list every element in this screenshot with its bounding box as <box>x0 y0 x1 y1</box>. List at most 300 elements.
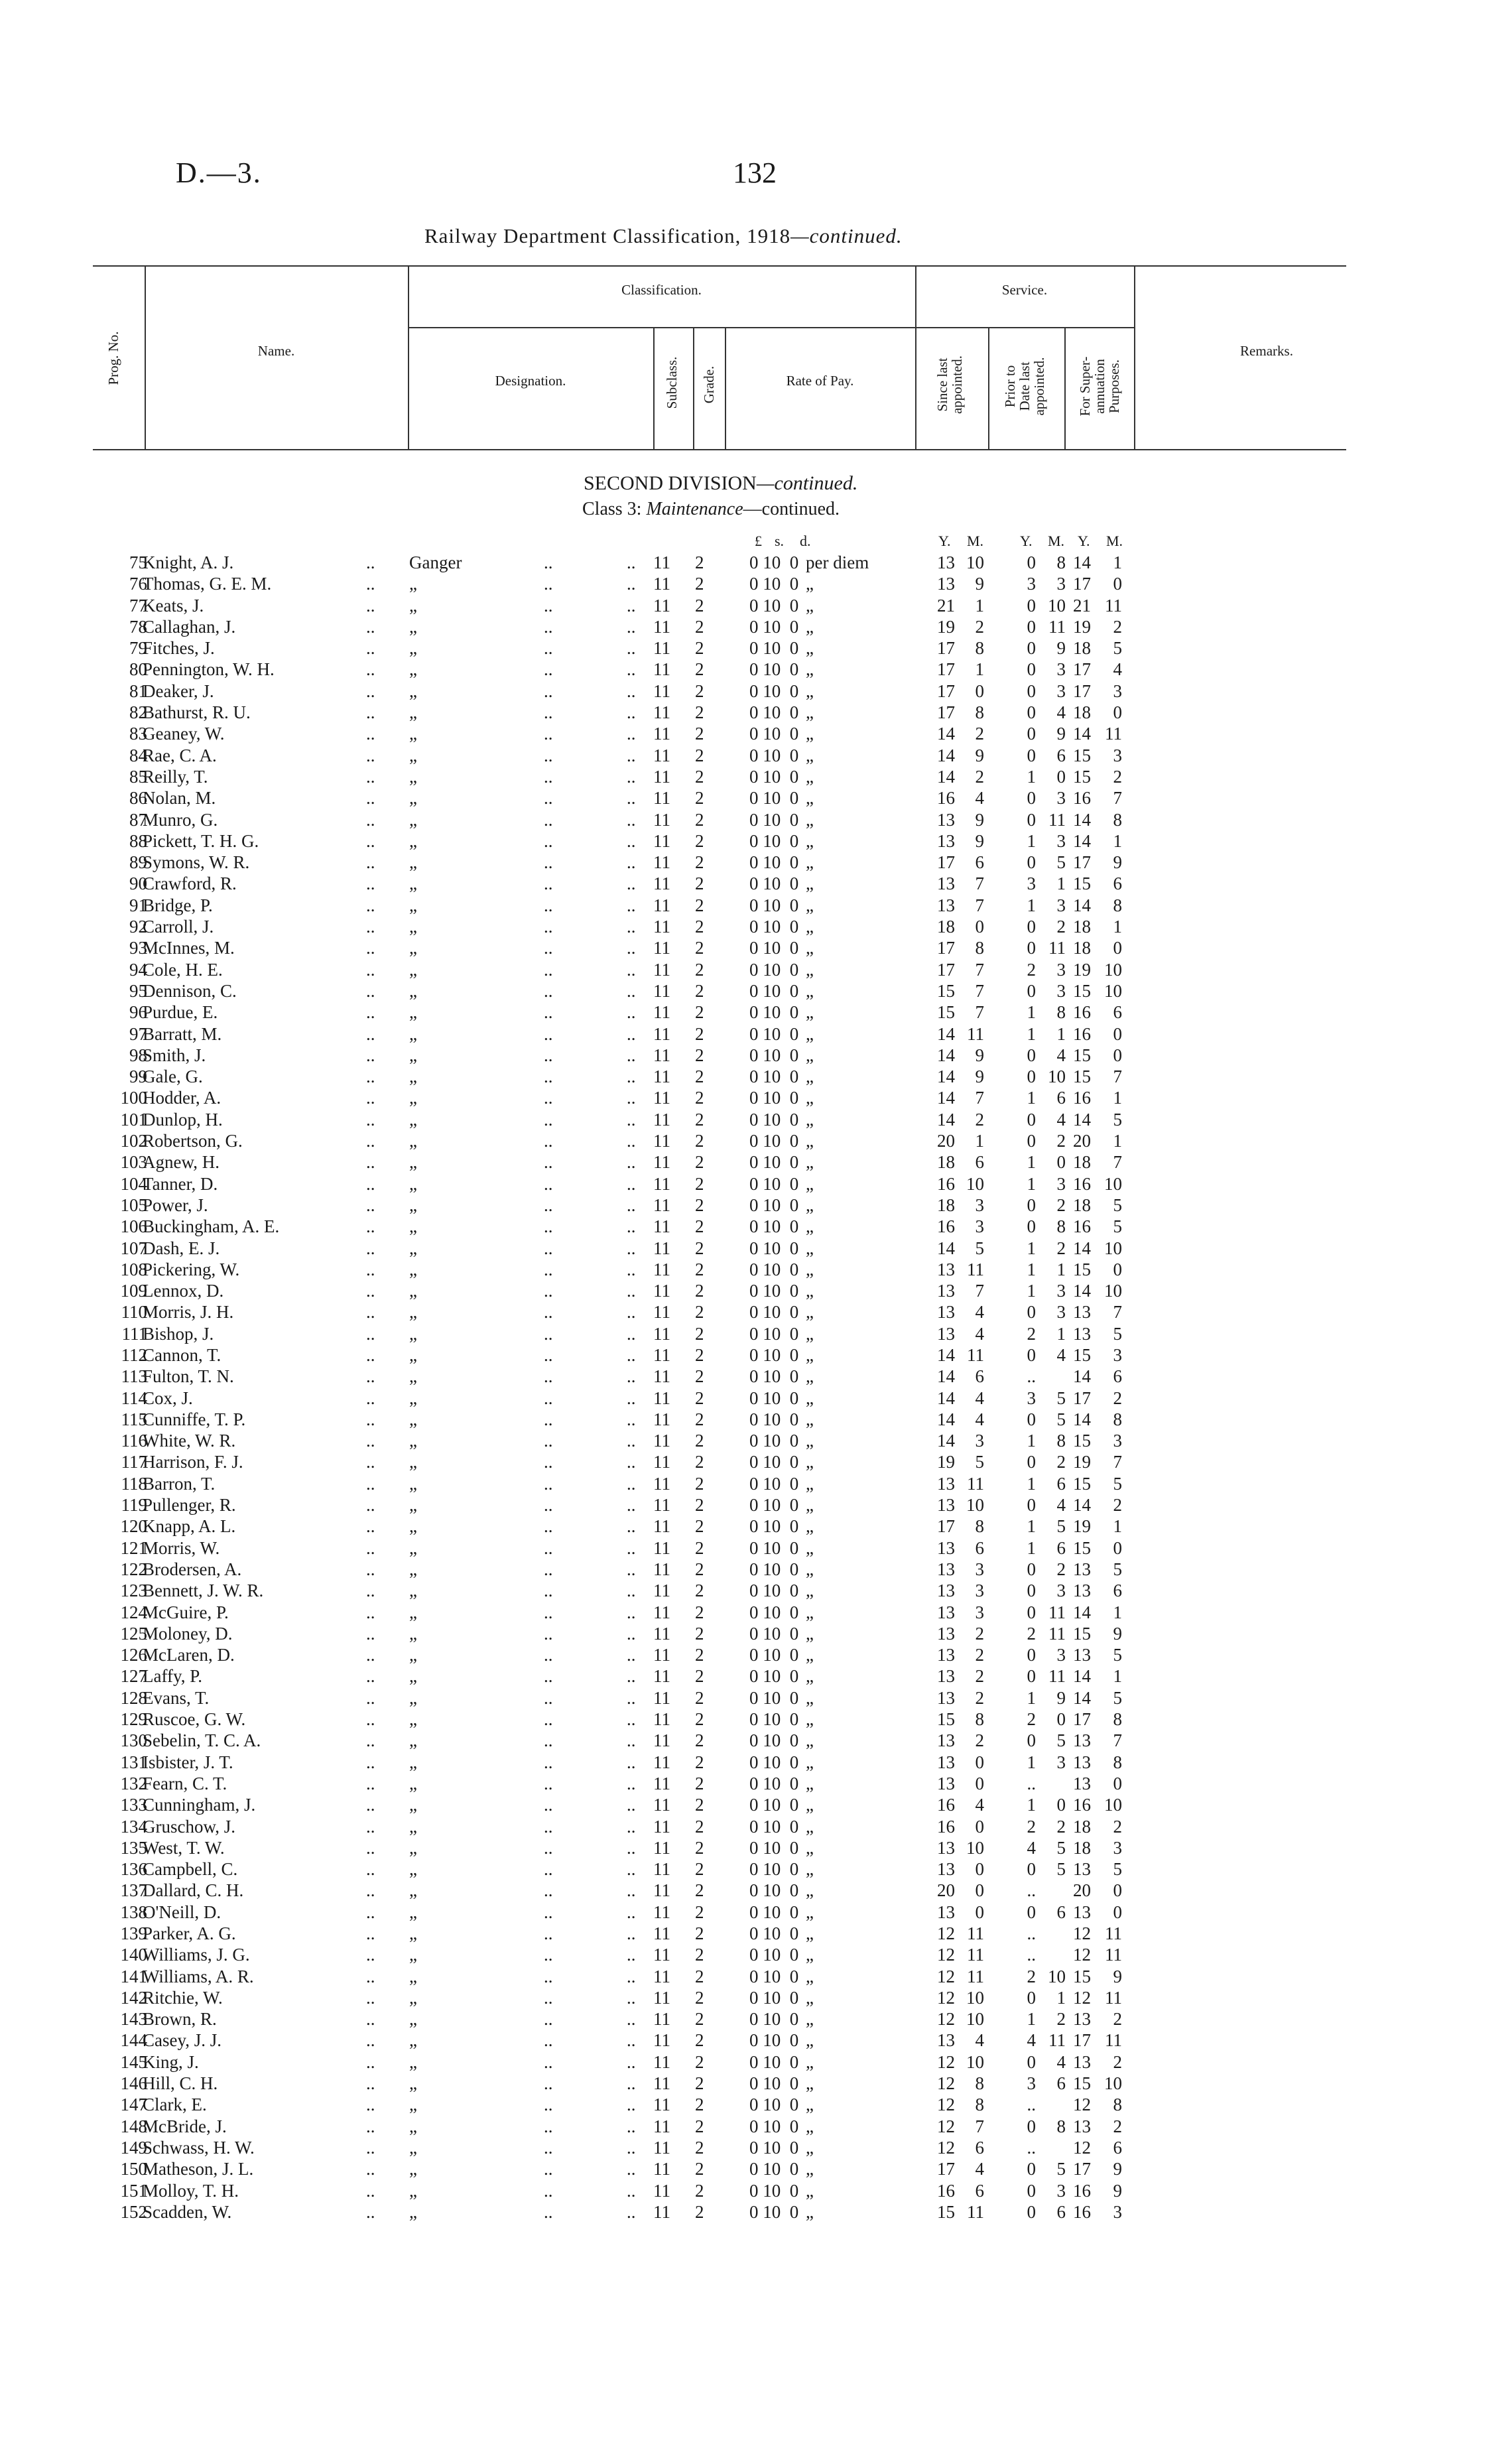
subclass-cell: 11 <box>653 1623 670 1644</box>
subclass-cell: 11 <box>653 1687 670 1708</box>
super-years-cell: 16 <box>1073 788 1091 809</box>
prior-months-cell: 3 <box>1056 1581 1066 1601</box>
super-months-cell: 1 <box>1113 1516 1122 1537</box>
grade-cell: 2 <box>695 1388 704 1408</box>
prior-years-cell: .. <box>1027 2095 1036 2115</box>
table-row <box>0 2094 1512 2115</box>
prior-months-cell: 6 <box>1056 2201 1066 2222</box>
since-years-cell: 16 <box>937 788 955 809</box>
name-cell: Sebelin, T. C. A. <box>143 1730 261 1751</box>
leader-dots: .. <box>544 1987 553 2008</box>
rate-of-pay-cell: 0 10 0 <box>749 1473 799 1494</box>
since-years-cell: 13 <box>937 1259 955 1279</box>
super-months-cell: 9 <box>1113 1966 1122 1986</box>
pay-period-cell: „ <box>806 809 814 830</box>
rate-of-pay-cell: 0 10 0 <box>749 702 799 723</box>
since-months-cell: 9 <box>975 830 984 851</box>
rate-of-pay-cell: 0 10 0 <box>749 2009 799 2030</box>
leader-dots: .. <box>544 809 553 830</box>
name-cell: Cunningham, J. <box>143 1795 256 1815</box>
subclass-cell: 11 <box>653 659 670 680</box>
since-months-cell: 0 <box>975 1880 984 1901</box>
header-divider <box>988 327 989 449</box>
super-months-cell: 6 <box>1113 1366 1122 1387</box>
prior-years-cell: 1 <box>1027 1281 1036 1301</box>
rate-of-pay-cell: 0 10 0 <box>749 1880 799 1901</box>
prior-years-cell: 0 <box>1027 745 1036 765</box>
subclass-cell: 11 <box>653 1045 670 1065</box>
since-months-cell: 11 <box>967 1023 984 1044</box>
header-classification: Classification. <box>621 282 702 298</box>
subclass-cell: 11 <box>653 2116 670 2136</box>
leader-dots: .. <box>366 1602 375 1622</box>
leader-dots: .. <box>544 1388 553 1408</box>
prior-months-cell: 11 <box>1048 938 1066 958</box>
super-years-cell: 13 <box>1073 1730 1091 1751</box>
designation-cell: „ <box>409 2137 417 2158</box>
leader-dots: .. <box>366 680 375 701</box>
prior-years-cell: 0 <box>1027 1067 1036 1087</box>
super-years-cell: 13 <box>1073 1581 1091 1601</box>
super-months-cell: 0 <box>1113 1023 1122 1044</box>
super-years-cell: 14 <box>1073 1109 1091 1130</box>
leader-dots: .. <box>627 1880 636 1901</box>
leader-dots: .. <box>366 1238 375 1258</box>
table-row <box>0 1130 1512 1151</box>
leader-dots: .. <box>544 1559 553 1579</box>
leader-dots: .. <box>627 938 636 958</box>
leader-dots: .. <box>366 616 375 637</box>
leader-dots: .. <box>627 2030 636 2051</box>
table-row <box>0 1687 1512 1709</box>
name-cell: Williams, J. G. <box>143 1945 250 1965</box>
since-years-cell: 13 <box>937 830 955 851</box>
rate-of-pay-cell: 0 10 0 <box>749 680 799 701</box>
leader-dots: .. <box>627 1109 636 1130</box>
name-cell: Brodersen, A. <box>143 1559 242 1579</box>
grade-cell: 2 <box>695 1067 704 1087</box>
grade-cell: 2 <box>695 809 704 830</box>
leader-dots: .. <box>366 1730 375 1751</box>
prog-no-cell: 147 <box>120 2095 147 2115</box>
rate-of-pay-cell: 0 10 0 <box>749 895 799 915</box>
leader-dots: .. <box>544 1023 553 1044</box>
pay-period-cell: „ <box>806 1645 814 1665</box>
prior-months-cell: 8 <box>1056 1002 1066 1023</box>
name-cell: Williams, A. R. <box>143 1966 254 1986</box>
since-years-cell: 20 <box>937 1131 955 1151</box>
prior-years-cell: 0 <box>1027 1987 1036 2008</box>
leader-dots: .. <box>544 1623 553 1644</box>
since-years-cell: 13 <box>937 1281 955 1301</box>
rate-of-pay-cell: 0 10 0 <box>749 1002 799 1023</box>
grade-cell: 2 <box>695 1023 704 1044</box>
prior-months-cell: 8 <box>1056 552 1066 572</box>
grade-cell: 2 <box>695 1431 704 1451</box>
super-months-cell: 1 <box>1113 1602 1122 1622</box>
leader-dots: .. <box>366 638 375 659</box>
leader-dots: .. <box>544 1323 553 1344</box>
since-years-cell: 14 <box>937 1045 955 1065</box>
prior-months-cell: 3 <box>1056 1173 1066 1194</box>
since-years-cell: 14 <box>937 1409 955 1429</box>
leader-dots: .. <box>627 959 636 980</box>
subclass-cell: 11 <box>653 1344 670 1365</box>
pay-period-cell: „ <box>806 980 814 1001</box>
table-row <box>0 766 1512 787</box>
leader-dots: .. <box>544 1495 553 1516</box>
grade-cell: 2 <box>695 938 704 958</box>
since-months-cell: 0 <box>975 1902 984 1922</box>
table-row <box>0 2116 1512 2137</box>
prog-no-cell: 133 <box>120 1795 147 1815</box>
since-years-cell: 13 <box>937 1495 955 1516</box>
pay-period-cell: „ <box>806 2030 814 2051</box>
grade-cell: 2 <box>695 1045 704 1065</box>
since-months-cell: 10 <box>966 1987 984 2008</box>
since-months-cell: 6 <box>975 852 984 873</box>
pay-period-cell: „ <box>806 638 814 659</box>
super-years-cell: 15 <box>1073 1966 1091 1986</box>
leader-dots: .. <box>366 1088 375 1108</box>
super-years-cell: 17 <box>1073 2030 1091 2051</box>
designation-cell: „ <box>409 724 417 744</box>
leader-dots: .. <box>544 2201 553 2222</box>
table-row <box>0 2158 1512 2179</box>
name-cell: McInnes, M. <box>143 938 235 958</box>
super-years-cell: 16 <box>1073 2180 1091 2201</box>
subclass-cell: 11 <box>653 2180 670 2201</box>
prior-months-cell: 0 <box>1056 1709 1066 1730</box>
rate-of-pay-cell: 0 10 0 <box>749 1045 799 1065</box>
name-cell: Munro, G. <box>143 809 218 830</box>
header-rate-of-pay: Rate of Pay. <box>786 373 854 389</box>
super-years-cell: 15 <box>1073 766 1091 787</box>
leader-dots: .. <box>544 938 553 958</box>
super-years-cell: 13 <box>1073 2051 1091 2072</box>
name-cell: Robertson, G. <box>143 1131 243 1151</box>
prog-no-cell: 84 <box>129 745 147 765</box>
since-months-cell: 6 <box>975 1152 984 1173</box>
leader-dots: .. <box>544 1067 553 1087</box>
header-grade: Grade. <box>701 365 717 404</box>
subclass-cell: 11 <box>653 959 670 980</box>
since-months-cell: 8 <box>975 1516 984 1537</box>
leader-dots: .. <box>544 1195 553 1215</box>
pay-period-cell: „ <box>806 1302 814 1323</box>
super-years-cell: 15 <box>1073 1344 1091 1365</box>
super-months-cell: 5 <box>1113 638 1122 659</box>
super-years-cell: 17 <box>1073 659 1091 680</box>
grade-cell: 2 <box>695 1902 704 1922</box>
name-cell: Moloney, D. <box>143 1623 233 1644</box>
designation-cell: „ <box>409 1238 417 1258</box>
since-years-cell: 13 <box>937 895 955 915</box>
leader-dots: .. <box>627 1495 636 1516</box>
leader-dots: .. <box>627 1259 636 1279</box>
leader-dots: .. <box>366 1302 375 1323</box>
since-years-cell: 15 <box>937 1002 955 1023</box>
grade-cell: 2 <box>695 874 704 894</box>
leader-dots: .. <box>544 1666 553 1687</box>
since-years-cell: 16 <box>937 1816 955 1837</box>
table-row <box>0 1430 1512 1451</box>
super-years-cell: 16 <box>1073 1023 1091 1044</box>
leader-dots: .. <box>544 1602 553 1622</box>
grade-cell: 2 <box>695 852 704 873</box>
table-row <box>0 1816 1512 1837</box>
prior-years-cell: 0 <box>1027 1859 1036 1880</box>
super-months-cell: 0 <box>1113 1773 1122 1793</box>
super-years-cell: 14 <box>1073 830 1091 851</box>
since-months-cell: 0 <box>975 1859 984 1880</box>
table-row <box>0 1516 1512 1537</box>
prior-years-cell: 1 <box>1027 1431 1036 1451</box>
since-years-cell: 13 <box>937 1623 955 1644</box>
prog-no-cell: 117 <box>121 1452 147 1472</box>
since-years-cell: 13 <box>937 574 955 594</box>
rate-of-pay-cell: 0 10 0 <box>749 1773 799 1793</box>
pay-period-cell: „ <box>806 1687 814 1708</box>
designation-cell: „ <box>409 1409 417 1429</box>
super-months-cell: 8 <box>1113 895 1122 915</box>
subclass-cell: 11 <box>653 1323 670 1344</box>
name-cell: McBride, J. <box>143 2116 227 2136</box>
super-years-cell: 18 <box>1073 938 1091 958</box>
table-row <box>0 1151 1512 1173</box>
table-row <box>0 595 1512 616</box>
pay-period-cell: „ <box>806 1709 814 1730</box>
subclass-cell: 11 <box>653 1752 670 1772</box>
super-years-cell: 13 <box>1073 2009 1091 2030</box>
table-row <box>0 573 1512 594</box>
name-cell: Fearn, C. T. <box>143 1773 227 1793</box>
since-years-cell: 14 <box>937 1238 955 1258</box>
prior-years-cell: 1 <box>1027 1687 1036 1708</box>
pay-period-cell: „ <box>806 1067 814 1087</box>
table-row <box>0 787 1512 809</box>
since-months-cell: 9 <box>975 745 984 765</box>
designation-cell: „ <box>409 680 417 701</box>
super-years-cell: 17 <box>1073 2159 1091 2179</box>
leader-dots: .. <box>366 1945 375 1965</box>
prior-months-cell: 3 <box>1056 1645 1066 1665</box>
super-months-cell: 2 <box>1113 1388 1122 1408</box>
table-row <box>0 1880 1512 1901</box>
designation-cell: „ <box>409 638 417 659</box>
super-months-cell: 10 <box>1104 1281 1122 1301</box>
super-months-cell: 11 <box>1105 1987 1122 2008</box>
leader-dots: .. <box>366 595 375 615</box>
prior-months-cell: 3 <box>1056 788 1066 809</box>
super-months-cell: 5 <box>1113 1109 1122 1130</box>
grade-cell: 2 <box>695 1152 704 1173</box>
leader-dots: .. <box>366 1837 375 1858</box>
subclass-cell: 11 <box>653 1238 670 1258</box>
super-months-cell: 0 <box>1113 1537 1122 1558</box>
super-months-cell: 5 <box>1113 1473 1122 1494</box>
prog-no-cell: 144 <box>120 2030 147 2051</box>
pay-period-cell: „ <box>806 874 814 894</box>
since-months-cell: 4 <box>975 1323 984 1344</box>
leader-dots: .. <box>627 1388 636 1408</box>
since-months-cell: 2 <box>975 1730 984 1751</box>
since-years-cell: 20 <box>937 1880 955 1901</box>
since-months-cell: 3 <box>975 1216 984 1237</box>
table-row <box>0 959 1512 980</box>
grade-cell: 2 <box>695 1923 704 1943</box>
name-cell: Rae, C. A. <box>143 745 217 765</box>
since-months-cell: 3 <box>975 1602 984 1622</box>
leader-dots: .. <box>366 1023 375 1044</box>
designation-cell: „ <box>409 1987 417 2008</box>
since-years-cell: 16 <box>937 1216 955 1237</box>
since-months-cell: 10 <box>966 1173 984 1194</box>
pay-period-cell: „ <box>806 616 814 637</box>
super-years-cell: 14 <box>1073 1366 1091 1387</box>
leader-dots: .. <box>366 788 375 809</box>
super-months-cell: 5 <box>1113 1645 1122 1665</box>
super-years-cell: 18 <box>1073 1152 1091 1173</box>
prior-months-cell: 4 <box>1056 1495 1066 1516</box>
pay-period-cell: „ <box>806 1837 814 1858</box>
since-months-cell: 5 <box>975 1238 984 1258</box>
rate-of-pay-cell: 0 10 0 <box>749 1945 799 1965</box>
prior-years-cell: 4 <box>1027 1837 1036 1858</box>
super-years-cell: 12 <box>1073 2137 1091 2158</box>
prior-months-cell: 2 <box>1056 1452 1066 1472</box>
pay-period-cell: „ <box>806 1023 814 1044</box>
super-months-cell: 7 <box>1113 1730 1122 1751</box>
prior-years-cell: 0 <box>1027 595 1036 615</box>
table-row <box>0 1752 1512 1773</box>
leader-dots: .. <box>544 1516 553 1537</box>
prog-no-cell: 135 <box>120 1837 147 1858</box>
subclass-cell: 11 <box>653 1366 670 1387</box>
super-months-cell: 7 <box>1113 1452 1122 1472</box>
pay-period-cell: „ <box>806 1816 814 1837</box>
prog-no-cell: 110 <box>121 1302 147 1323</box>
super-months-cell: 0 <box>1113 1045 1122 1065</box>
leader-dots: .. <box>366 659 375 680</box>
pay-period-cell: „ <box>806 852 814 873</box>
table-row <box>0 2180 1512 2201</box>
leader-dots: .. <box>366 2051 375 2072</box>
grade-cell: 2 <box>695 552 704 572</box>
since-years-cell: 19 <box>937 616 955 637</box>
prior-months-cell: 2 <box>1056 1131 1066 1151</box>
since-months-cell: 1 <box>975 659 984 680</box>
since-years-cell: 16 <box>937 1795 955 1815</box>
rate-of-pay-cell: 0 10 0 <box>749 1709 799 1730</box>
designation-cell: „ <box>409 1559 417 1579</box>
prior-years-cell: 2 <box>1027 1966 1036 1986</box>
leader-dots: .. <box>544 1366 553 1387</box>
super-years-cell: 13 <box>1073 1859 1091 1880</box>
leader-dots: .. <box>627 1366 636 1387</box>
since-years-cell: 17 <box>937 959 955 980</box>
since-years-cell: 12 <box>937 2073 955 2094</box>
prog-no-cell: 126 <box>120 1645 147 1665</box>
pay-period-cell: „ <box>806 702 814 723</box>
subclass-cell: 11 <box>653 1666 670 1687</box>
leader-dots: .. <box>366 938 375 958</box>
since-months-cell: 3 <box>975 1559 984 1579</box>
grade-cell: 2 <box>695 1559 704 1579</box>
since-months-cell: 6 <box>975 1537 984 1558</box>
designation-cell: „ <box>409 702 417 723</box>
grade-cell: 2 <box>695 1623 704 1644</box>
rate-of-pay-cell: 0 10 0 <box>749 1023 799 1044</box>
super-months-cell: 0 <box>1113 938 1122 958</box>
prog-no-cell: 139 <box>120 1923 147 1943</box>
table-row <box>0 852 1512 873</box>
pay-period-cell: „ <box>806 2051 814 2072</box>
grade-cell: 2 <box>695 895 704 915</box>
prior-months-cell: 1 <box>1056 1987 1066 2008</box>
super-years-cell: 20 <box>1073 1131 1091 1151</box>
since-months-cell: 3 <box>975 1195 984 1215</box>
leader-dots: .. <box>544 1431 553 1451</box>
leader-dots: .. <box>544 1259 553 1279</box>
unit-months: M. <box>967 533 984 549</box>
designation-cell: „ <box>409 616 417 637</box>
page-title <box>424 224 903 248</box>
prior-years-cell: 0 <box>1027 1344 1036 1365</box>
leader-dots: .. <box>366 809 375 830</box>
super-months-cell: 8 <box>1113 2095 1122 2115</box>
prog-no-cell: 102 <box>120 1131 147 1151</box>
pay-period-cell: „ <box>806 1238 814 1258</box>
since-months-cell: 10 <box>966 552 984 572</box>
subclass-cell: 11 <box>653 1773 670 1793</box>
designation-cell: „ <box>409 938 417 958</box>
unit-pounds: £ <box>755 533 762 549</box>
since-years-cell: 12 <box>937 1923 955 1943</box>
rate-of-pay-cell: 0 10 0 <box>749 1259 799 1279</box>
prior-months-cell: 0 <box>1056 1795 1066 1815</box>
prog-no-cell: 120 <box>120 1516 147 1537</box>
since-months-cell: 0 <box>975 680 984 701</box>
table-row <box>0 830 1512 852</box>
designation-cell: „ <box>409 574 417 594</box>
super-years-cell: 14 <box>1073 724 1091 744</box>
designation-cell: „ <box>409 788 417 809</box>
since-years-cell: 12 <box>937 2009 955 2030</box>
prog-no-cell: 141 <box>120 1966 147 1986</box>
since-years-cell: 19 <box>937 1452 955 1472</box>
name-cell: Barron, T. <box>143 1473 216 1494</box>
since-years-cell: 14 <box>937 1023 955 1044</box>
subclass-cell: 11 <box>653 830 670 851</box>
table-row <box>0 1238 1512 1259</box>
prog-no-cell: 132 <box>120 1773 147 1793</box>
leader-dots: .. <box>627 1666 636 1687</box>
rate-of-pay-cell: 0 10 0 <box>749 724 799 744</box>
grade-cell: 2 <box>695 2051 704 2072</box>
division-name: SECOND DIVISION <box>584 472 757 494</box>
staff-table-body <box>0 552 1512 2223</box>
name-cell: White, W. R. <box>143 1431 236 1451</box>
table-row <box>0 1366 1512 1387</box>
since-years-cell: 13 <box>937 1666 955 1687</box>
leader-dots: .. <box>366 1966 375 1986</box>
leader-dots: .. <box>544 680 553 701</box>
subclass-cell: 11 <box>653 724 670 744</box>
table-row <box>0 680 1512 702</box>
super-years-cell: 19 <box>1073 1516 1091 1537</box>
designation-cell: „ <box>409 895 417 915</box>
